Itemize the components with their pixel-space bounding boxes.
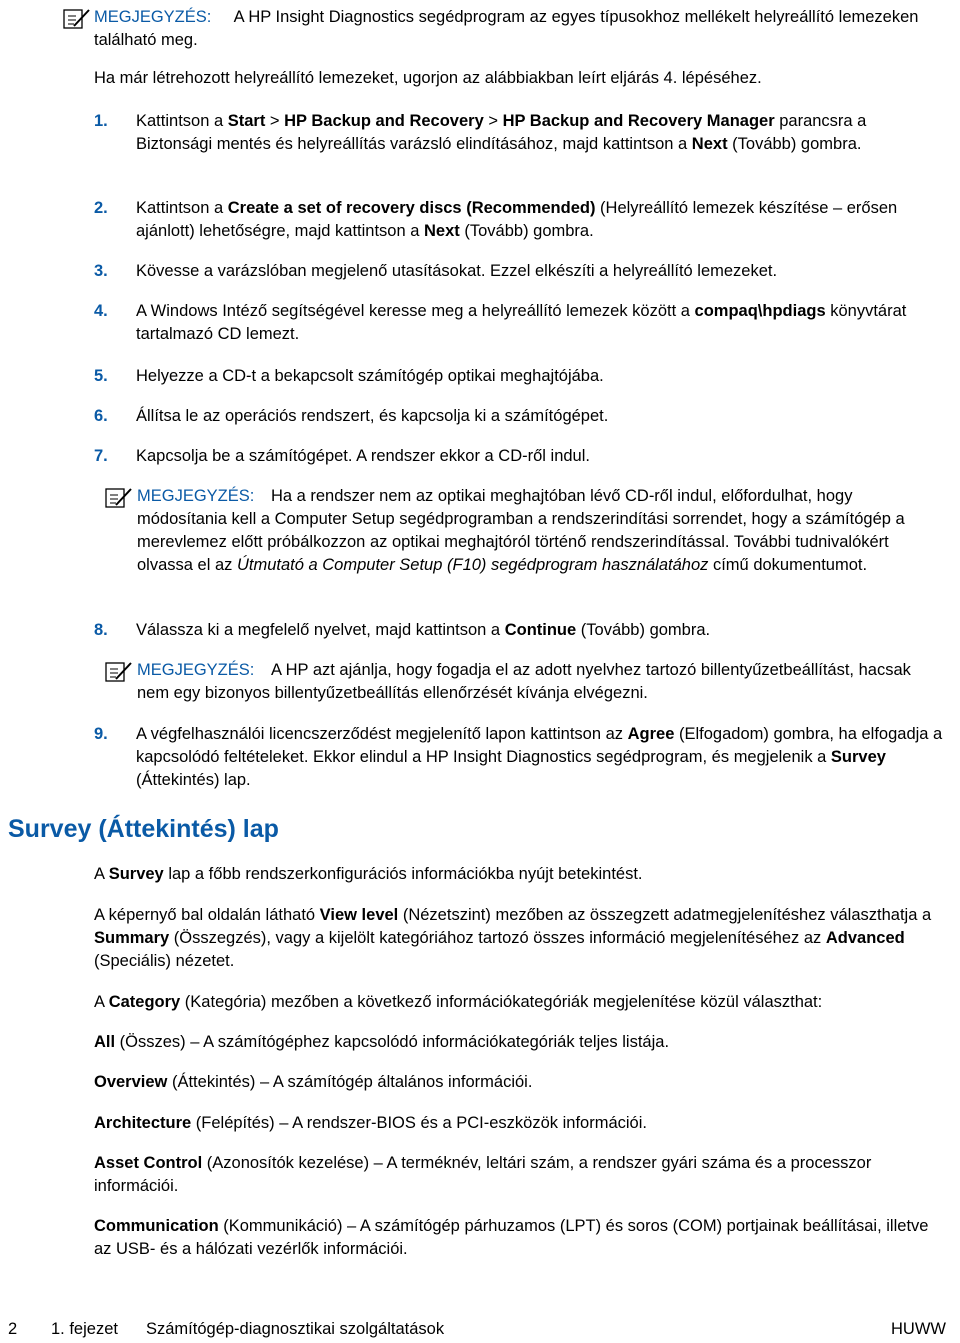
note-text: A HP Insight Diagnostics segédprogram az egyes típusokhoz mellékelt helyreállító lemezeken található meg. — [94, 8, 919, 49]
step-number: 6. — [94, 407, 108, 425]
step-5 — [94, 365, 946, 388]
note-icon — [104, 487, 134, 509]
step-text: Helyezze a CD-t a bekapcsolt számítógép optikai meghajtójába. — [136, 367, 604, 385]
step-text: Kattintson a Start > HP Backup and Recovery > HP Backup and Recovery Manager parancsra a Biztonsági mentés és helyreállítás varázsló elindításához, majd kattintson a Next (Tovább) gombra. — [136, 112, 867, 153]
step-6 — [94, 405, 946, 428]
step-text: Válassza ki a megfelelő nyelvet, majd kattintson a Continue (Tovább) gombra. — [136, 621, 711, 639]
intro-text: Ha már létrehozott helyreállító lemezeket, ugorjon az alábbiakban leírt eljárás 4. lépéséhez. — [94, 69, 762, 87]
step-number: 7. — [94, 447, 108, 465]
section-heading: Survey (Áttekintés) lap — [8, 815, 279, 843]
note-text: Ha a rendszer nem az optikai meghajtóban lévő CD-ről indul, előfordulhat, hogy módosítania kell a Computer Setup segédprogramban a rendszerindítási sorrendet, hogy a számítógép a merevlemez előtt próbálkozzon az optikai meghajtóról történő rendszerindítással. További tudnivalókért olvassa el az — [137, 487, 905, 574]
paragraph-view-level: A képernyő bal oldalán látható View level (Nézetszint) mezőben az összegzett adatmegjelenítéshez választhatja a Summary (Összegzés), vagy a kijelölt kategóriához tartozó összes információ megjelenítéséhez az Advanced (Speciális) nézetet. — [94, 906, 932, 970]
note-doc-title: Útmutató a Computer Setup (F10) segédprogram használatához — [236, 556, 709, 574]
category-architecture: Architecture (Felépítés) – A rendszer-BIOS és a PCI-eszközök információi. — [94, 1114, 647, 1132]
note-step8 — [104, 659, 946, 705]
step-text: Kattintson a Create a set of recovery discs (Recommended) (Helyreállító lemezek készítése – erősen ajánlott) lehetőségre, majd kattintson a Next (Tovább) gombra. — [136, 199, 898, 240]
step-4 — [94, 300, 946, 346]
step-2 — [94, 197, 946, 243]
note-text-end: című dokumentumot. — [708, 556, 868, 574]
step-7 — [94, 445, 946, 468]
note-label: MEGJEGYZÉS: — [137, 661, 255, 679]
note-text: A HP azt ajánlja, hogy fogadja el az adott nyelvhez tartozó billentyűzetbeállítást, hacsak nem egy bizonyos billentyűzetbeállítás ellenőrzését kívánja elvégezni. — [137, 661, 911, 702]
step-3 — [94, 260, 946, 283]
step-number: 5. — [94, 367, 108, 385]
step-text: Kövesse a varázslóban megjelenő utasításokat. Ezzel elkészíti a helyreállító lemezeket. — [136, 262, 778, 280]
paragraph-category: A Category (Kategória) mezőben a következő információkategóriák megjelenítése közül választhat: — [94, 993, 823, 1011]
note-icon — [104, 661, 134, 683]
page-footer — [0, 1320, 960, 1342]
step-number: 8. — [94, 621, 108, 639]
category-overview: Overview (Áttekintés) – A számítógép általános információi. — [94, 1073, 533, 1091]
paragraph-survey-intro: A Survey lap a főbb rendszerkonfigurációs információkba nyújt betekintést. — [94, 865, 643, 883]
category-asset-control: Asset Control (Azonosítók kezelése) – A terméknév, leltári szám, a rendszer gyári száma és a processzor információi. — [94, 1154, 872, 1195]
step-text: A végfelhasználói licencszerződést megjelenítő lapon kattintson az Agree (Elfogadom) gombra, ha elfogadja a kapcsolódó feltételeket. Ekkor elindul a HP Insight Diagnostics segédprogram, és megjelenik a Survey (Áttekintés) lap. — [136, 725, 943, 789]
note-label: MEGJEGYZÉS: — [94, 8, 212, 26]
step-1 — [94, 110, 946, 156]
step-text: A Windows Intéző segítségével keresse meg a helyreállító lemezek között a compaq\hpdiags könyvtárat tartalmazó CD lemezt. — [136, 302, 907, 343]
note-top — [62, 6, 946, 52]
category-all: All (Összes) – A számítógéphez kapcsolódó információkategóriák teljes listája. — [94, 1033, 670, 1051]
step-text: Kapcsolja be a számítógépet. A rendszer ekkor a CD-ről indul. — [136, 447, 590, 465]
step-number: 9. — [94, 725, 108, 743]
step-8 — [94, 619, 946, 642]
step-number: 2. — [94, 199, 108, 217]
step-9 — [94, 723, 946, 792]
category-communication: Communication (Kommunikáció) – A számítógép párhuzamos (LPT) és soros (COM) portjainak beállításai, illetve az USB- és a hálózati vezérlők információi. — [94, 1217, 929, 1258]
step-text: Állítsa le az operációs rendszert, és kapcsolja ki a számítógépet. — [136, 407, 609, 425]
note-step7 — [104, 485, 946, 577]
step-number: 4. — [94, 302, 108, 320]
note-icon — [62, 8, 92, 30]
page-number: 2 — [8, 1320, 18, 1338]
chapter-label: 1. fejezet — [51, 1320, 118, 1338]
step-number: 1. — [94, 112, 108, 130]
note-label: MEGJEGYZÉS: — [137, 487, 255, 505]
brand-label: HUWW — [891, 1320, 946, 1338]
chapter-title: Számítógép-diagnosztikai szolgáltatások — [146, 1320, 445, 1338]
step-number: 3. — [94, 262, 108, 280]
